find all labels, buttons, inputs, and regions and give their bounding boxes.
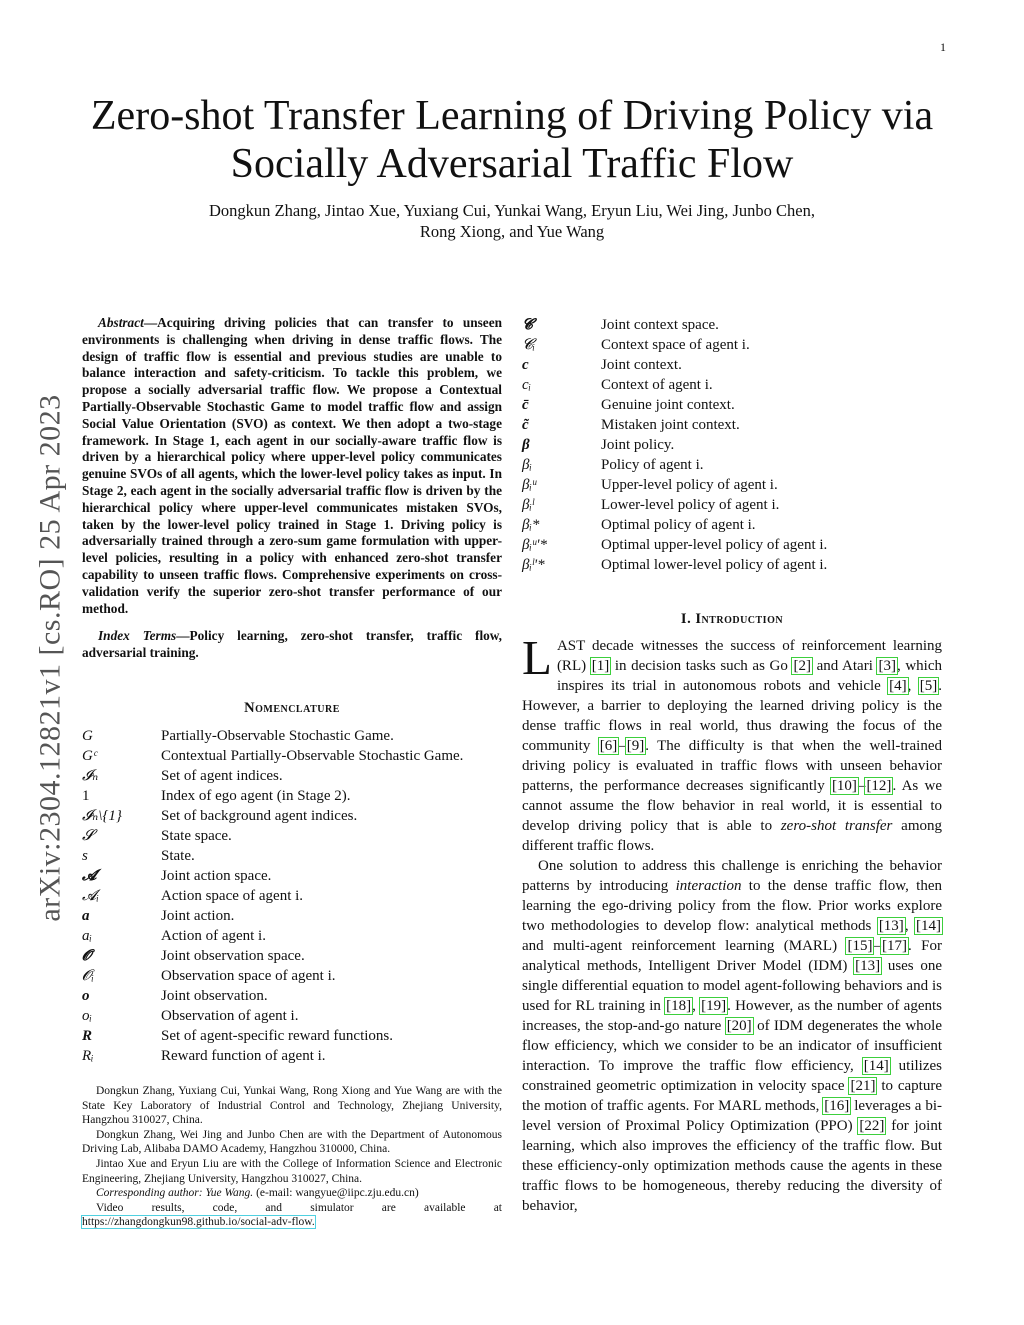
nomen-symbol: c̃	[522, 417, 529, 433]
corresponding-author: Corresponding author: Yue Wang.	[96, 1187, 254, 1200]
text-run: ,	[904, 918, 915, 934]
nomen-symbol: c̄	[522, 397, 529, 413]
nomen-symbol: 𝓐ᵢ	[82, 887, 99, 904]
nomen-definition: Set of agent indices.	[161, 767, 283, 784]
footnote-affiliation-3: Jintao Xue and Eryun Liu are with the College of Information Science and Electronic Engineering, Zhejiang University, Hangzhou 310027, China.	[82, 1157, 502, 1185]
nomen-symbol: βᵢˡ	[522, 497, 534, 513]
nomen-definition: Optimal policy of agent i.	[601, 517, 756, 533]
text-run: and Atari	[811, 658, 878, 674]
resources-text: Video results, code, and simulator are available at	[96, 1201, 502, 1214]
nomen-definition: Mistaken joint context.	[601, 417, 740, 433]
nomen-symbol: aᵢ	[82, 927, 92, 944]
citation-link[interactable]: [15]	[847, 938, 873, 954]
nomen-symbol: βᵢᵘ	[522, 477, 537, 493]
text-run: ,	[907, 678, 919, 694]
introduction-body	[522, 630, 943, 1216]
nomen-symbol: 𝓞	[82, 947, 92, 964]
nomen-symbol: 𝓒	[522, 317, 533, 333]
nomen-item	[82, 866, 502, 886]
nomen-symbol: β	[522, 437, 530, 453]
nomen-symbol: 𝓘ₙ\{1}	[82, 807, 122, 824]
citation-link[interactable]: [13]	[878, 918, 904, 934]
footnotes	[82, 1084, 502, 1230]
text-run: AST decade witnesses the success of reinforcement learning (RL)	[556, 638, 942, 674]
citation-link[interactable]: [12]	[866, 778, 892, 794]
nomen-definition: Joint action.	[161, 907, 235, 924]
nomen-symbol: s	[82, 847, 88, 864]
text-run: to the dense traffic flow, then learning the ego-driving policy from the flow. Prior works explore two methodologies to develop flow: analytical methods	[522, 878, 943, 934]
nomen-symbol: 𝓢	[82, 827, 94, 844]
nomen-definition: Optimal lower-level policy of agent i.	[601, 557, 828, 573]
text-run: for joint learning, which also improves the efficiency of the traffic flow. But these efficiency-only optimization methods cause the agents in these traffic flows to be homogeneous, thereby reducing the diversity of behavior,	[522, 1118, 942, 1214]
drop-cap: L	[522, 630, 552, 685]
authors-line-2: Rong Xiong, and Yue Wang	[419, 222, 605, 241]
nomenclature-list-right	[522, 315, 942, 575]
nomen-definition: Optimal upper-level policy of agent i.	[601, 537, 828, 553]
nomen-item	[82, 746, 502, 766]
nomenclature-heading: Nomenclature	[244, 699, 340, 716]
authors-line-1: Dongkun Zhang, Jintao Xue, Yuxiang Cui, Yunkai Wang, Eryun Liu, Wei Jing, Junbo Chen,	[209, 201, 815, 220]
nomen-definition: Joint policy.	[601, 437, 675, 453]
nomen-definition: Set of background agent indices.	[161, 807, 358, 824]
citation-link[interactable]: [2]	[793, 658, 811, 674]
nomen-item	[82, 806, 502, 826]
nomen-symbol: c	[522, 357, 529, 373]
page-number: 1	[940, 40, 946, 54]
emphasis: zero-shot transfer	[780, 818, 893, 834]
nomen-item	[522, 515, 942, 535]
intro-paragraph-1	[522, 630, 943, 856]
nomen-symbol: Gᶜ	[82, 747, 97, 764]
nomen-item	[522, 315, 942, 335]
paper-title: Zero-shot Transfer Learning of Driving Policy via Socially Adversarial Traffic Flow	[90, 93, 934, 187]
nomen-definition: Index of ego agent (in Stage 2).	[161, 787, 351, 804]
citation-link[interactable]: [21]	[850, 1078, 876, 1094]
nomen-item	[522, 455, 942, 475]
text-run: ,	[692, 998, 701, 1014]
footnote-affiliation-1: Dongkun Zhang, Yuxiang Cui, Yunkai Wang, Rong Xiong and Yue Wang are with the State Key Laboratory of Industrial Control and Technology, Zhejiang University, Hangzhou 310027, China.	[82, 1084, 502, 1127]
nomen-definition: State.	[161, 847, 195, 864]
citation-link[interactable]: [14]	[916, 918, 941, 934]
nomenclature-list-left	[82, 726, 502, 1066]
section-heading-introduction: I. Introduction	[680, 611, 784, 627]
nomen-definition: Set of agent-specific reward functions.	[161, 1027, 393, 1044]
abstract-label: Abstract	[98, 315, 144, 330]
nomen-item	[522, 475, 942, 495]
index-terms-text: —Policy learning, zero-shot transfer, traffic flow, adversarial training.	[82, 628, 502, 661]
footnote-corresponding	[82, 1186, 502, 1201]
right-column	[522, 315, 942, 1216]
nomen-definition: Joint observation space.	[161, 947, 305, 964]
project-link[interactable]: https://zhangdongkun98.github.io/social-adv-flow.	[82, 1216, 315, 1229]
text-run: uses one single differential equation to model agent-following behaviors and is used for RL training in	[522, 958, 942, 1014]
nomen-symbol: βᵢ	[522, 457, 532, 473]
nomen-definition: State space.	[161, 827, 232, 844]
nomen-definition: Reward function of agent i.	[161, 1047, 326, 1064]
text-run: –	[873, 938, 881, 954]
nomen-item	[82, 1026, 502, 1046]
nomen-symbol: oᵢ	[82, 1007, 92, 1024]
nomen-symbol: βᵢ*	[522, 517, 540, 533]
text-run: –	[618, 738, 626, 754]
nomen-definition: Policy of agent i.	[601, 457, 704, 473]
abstract-text: —Acquiring driving policies that can transfer to unseen environments is challenging when driving in dense traffic flows. The design of traffic flow is essential and previous studies are unable to balance interaction and safety-criticism. To tackle this problem, we propose a socially adversarial traffic flow. We propose a Contextual Partially-Observable Stochastic Game to model traffic flow and assign Social Value Orientation (SVO) as context. We then adopt a two-stage framework. In Stage 1, each agent in our socially-aware traffic flow is driven by a hierarchical policy where upper-level policy communicates genuine SVOs of all agents, which the lower-level policy takes as input. In Stage 2, each agent in the socially adversarial traffic flow is driven by the hierarchical policy where upper-level communicates mistaken SVOs, taken by the lower-level policy trained in Stage 1. Driving policy is adversarially trained through a zero-sum game formulation with upper-level policies, resulting in a policy with enhanced zero-shot transfer capability to unseen traffic flows. Comprehensive experiments on cross-validation verify the superior zero-shot transfer performance of our method.	[82, 315, 502, 616]
nomen-definition: Observation of agent i.	[161, 1007, 299, 1024]
nomen-symbol: βᵢˡ'*	[522, 557, 545, 573]
nomen-definition: Lower-level policy of agent i.	[601, 497, 780, 513]
nomen-definition: Joint action space.	[161, 867, 272, 884]
nomen-item	[82, 846, 502, 866]
nomen-item	[522, 495, 942, 515]
nomen-symbol: o	[82, 987, 90, 1004]
citation-link[interactable]: [3]	[878, 658, 896, 674]
citation-link[interactable]: [20]	[726, 1018, 752, 1034]
nomen-definition: Joint observation.	[161, 987, 268, 1004]
corresponding-email: (e-mail: wangyue@iipc.zju.edu.cn)	[253, 1187, 419, 1200]
nomen-definition: Context space of agent i.	[601, 337, 750, 353]
nomen-symbol: a	[82, 907, 90, 924]
nomen-definition: Joint context.	[601, 357, 682, 373]
nomen-definition: Genuine joint context.	[601, 397, 735, 413]
text-run: , which inspires its trial in autonomous robots and vehicle	[556, 658, 942, 694]
index-terms	[82, 628, 502, 662]
nomen-definition: Contextual Partially-Observable Stochastic Game.	[161, 747, 464, 764]
text-run: . However, as the number of agents increases, the stop-and-go nature	[522, 998, 942, 1034]
citation-link[interactable]: [1]	[591, 658, 610, 674]
nomen-item	[82, 726, 502, 746]
citation-link[interactable]: [17]	[881, 938, 907, 954]
arxiv-id: arXiv:2304.12821v1 [cs.RO] 25 Apr 2023	[34, 394, 68, 922]
text-run: . As we cannot assume the flow behavior in real world, it is essential to develop driving policy that is able to	[522, 778, 942, 834]
nomen-item	[522, 395, 942, 415]
nomen-item	[522, 535, 942, 555]
citation-link[interactable]: [4]	[889, 678, 907, 694]
nomen-item	[82, 786, 502, 806]
citation-link[interactable]: [9]	[626, 738, 645, 754]
nomen-item	[82, 826, 502, 846]
nomen-item	[522, 335, 942, 355]
nomen-definition: Partially-Observable Stochastic Game.	[161, 727, 394, 744]
authors	[82, 200, 942, 242]
nomen-item	[82, 1006, 502, 1026]
text-run: One solution to address this challenge is enriching the behavior patterns by introducing	[522, 858, 942, 894]
intro-paragraph-2	[522, 856, 942, 1216]
citation-link[interactable]: [6]	[599, 738, 618, 754]
citation-link[interactable]: [14]	[863, 1058, 889, 1074]
nomen-item	[82, 966, 502, 986]
nomen-symbol: R	[82, 1027, 93, 1044]
citation-link[interactable]: [5]	[919, 678, 938, 694]
citation-link[interactable]: [16]	[824, 1098, 850, 1114]
text-run: to capture the motion of traffic agents. For MARL methods,	[522, 1078, 942, 1114]
nomen-item	[82, 946, 502, 966]
text-run: of IDM degenerates the whole flow efficiency, which we consider to be an indicator of insufficient interaction. To improve the traffic flow efficiency,	[522, 1018, 942, 1074]
abstract	[82, 315, 502, 617]
nomen-definition: Action of agent i.	[161, 927, 266, 944]
nomen-item	[522, 375, 942, 395]
text-run: leverages a bi-level version of Proximal Policy Optimization (PPO)	[522, 1098, 942, 1134]
nomen-symbol: cᵢ	[522, 377, 532, 393]
nomen-item	[82, 766, 502, 786]
nomen-item	[522, 415, 942, 435]
arxiv-side-label	[28, 348, 74, 968]
text-run: and multi-agent reinforcement learning (MARL)	[522, 938, 847, 954]
nomen-symbol: 𝓒ᵢ	[522, 337, 535, 353]
nomen-definition: Joint context space.	[601, 317, 719, 333]
citation-link[interactable]: [19]	[701, 998, 727, 1014]
text-run: in decision tasks such as Go	[610, 658, 793, 674]
text-run: . However, a barrier to deploying the learned driving policy is the dense traffic flows in real world, thus drawing the focus of the community	[522, 678, 942, 754]
nomen-definition: Context of agent i.	[601, 377, 713, 393]
text-run: . The difficulty is that when the well-trained driving policy is evaluated in traffic flows with unseen behavior patterns, the performance decreases significantly	[522, 738, 943, 794]
citation-link[interactable]: [10]	[831, 778, 857, 794]
nomen-item	[82, 886, 502, 906]
footnote-affiliation-2: Dongkun Zhang, Wei Jing and Junbo Chen are with the Department of Autonomous Driving Lab, Alibaba DAMO Academy, Hangzhou 310000, China.	[82, 1128, 502, 1156]
text-run: among different traffic flows.	[522, 818, 943, 854]
nomen-symbol: 𝓞ᵢ	[82, 967, 94, 984]
index-terms-label: Index Terms	[98, 628, 177, 644]
text-run: . For analytical methods, Intelligent Driver Model (IDM)	[522, 938, 942, 974]
nomen-symbol: 1	[82, 787, 90, 804]
nomen-item	[82, 926, 502, 946]
nomen-item	[82, 906, 502, 926]
nomen-item	[522, 435, 942, 455]
citation-link[interactable]: [18]	[666, 998, 692, 1014]
nomen-definition: Action space of agent i.	[161, 887, 304, 904]
citation-link[interactable]: [22]	[859, 1118, 885, 1134]
nomen-item	[82, 986, 502, 1006]
nomen-symbol: 𝓘ₙ	[82, 767, 99, 784]
left-column	[82, 315, 502, 1230]
text-run: –	[857, 778, 866, 794]
nomen-item	[522, 355, 942, 375]
nomen-item	[522, 555, 942, 575]
nomen-definition: Observation space of agent i.	[161, 967, 336, 984]
text-run: utilizes constrained geometric optimization in velocity space	[522, 1058, 943, 1094]
citation-link[interactable]: [13]	[855, 958, 881, 974]
emphasis: interaction	[675, 878, 742, 894]
nomen-symbol: Rᵢ	[82, 1047, 94, 1064]
nomen-item	[82, 1046, 502, 1066]
nomen-symbol: 𝓐	[82, 867, 97, 884]
nomen-symbol: βᵢᵘ'*	[522, 537, 547, 553]
nomen-definition: Upper-level policy of agent i.	[601, 477, 778, 493]
nomen-symbol: G	[82, 727, 93, 744]
footnote-resources	[82, 1201, 502, 1230]
